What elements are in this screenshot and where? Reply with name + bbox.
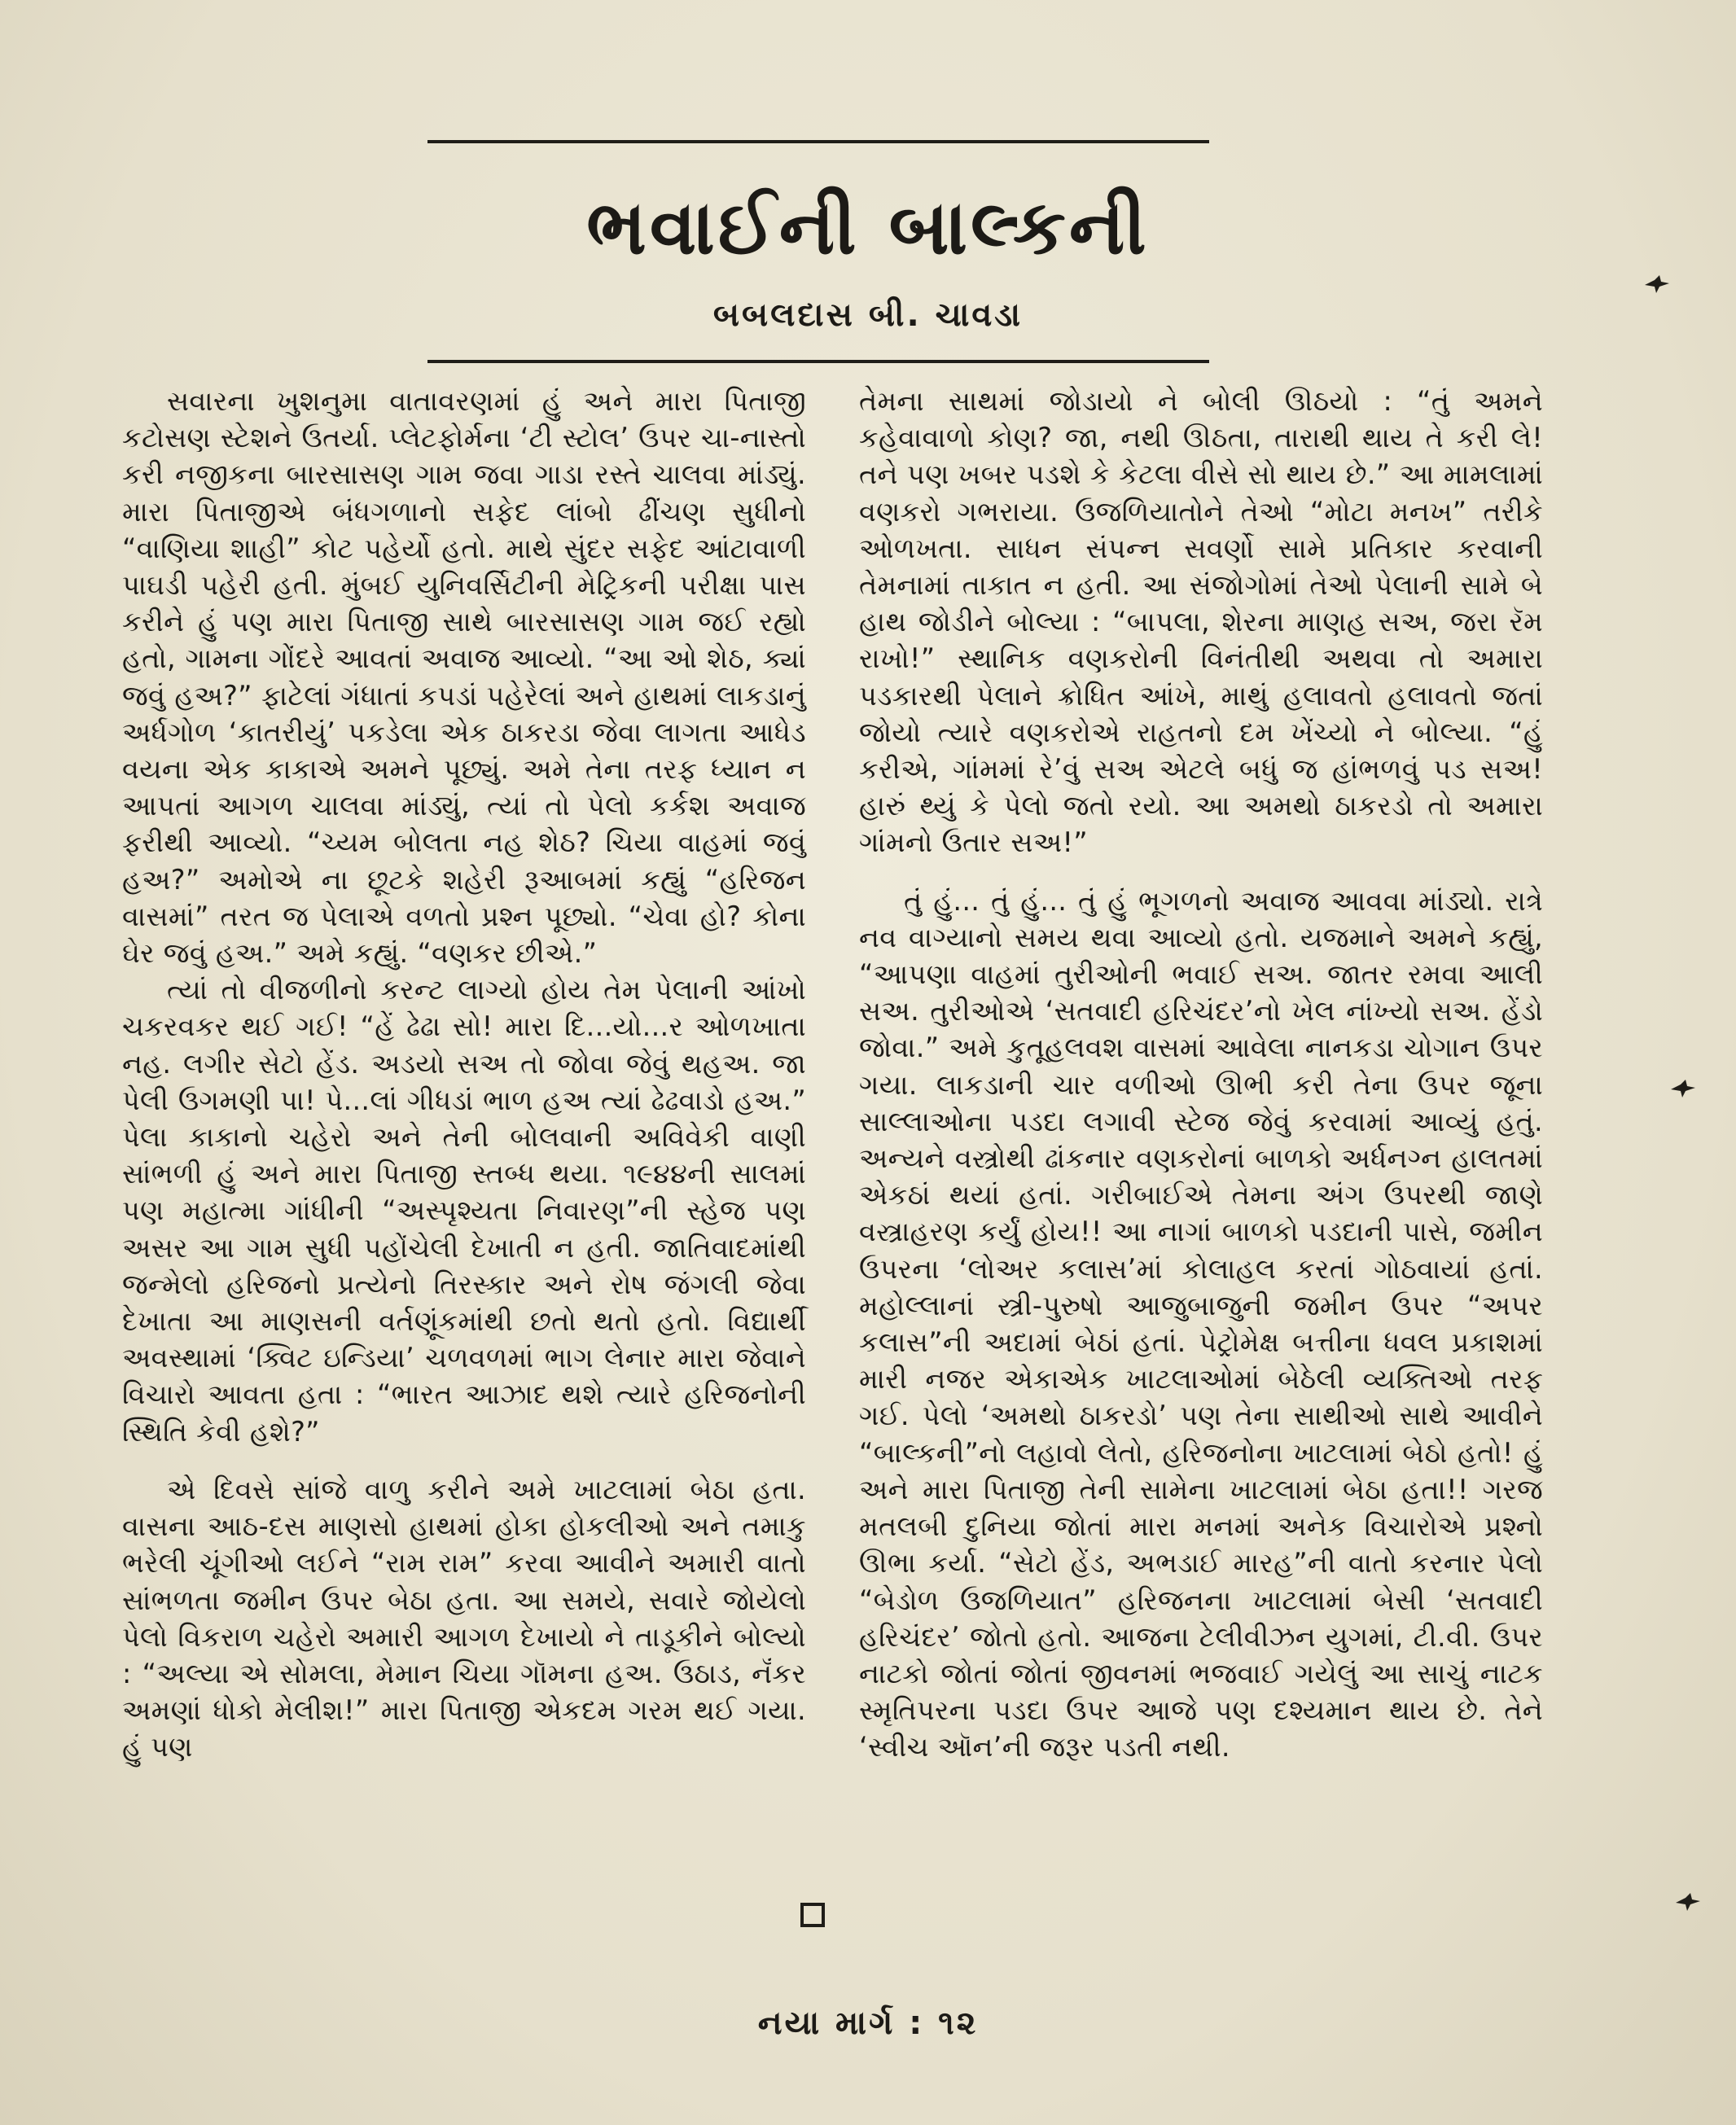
bird-ornament-icon xyxy=(1643,274,1671,295)
title-top-rule xyxy=(427,140,1209,143)
author-byline: બબલદાસ બી. ચાવડા xyxy=(712,296,1024,334)
article-paragraph: તેમના સાથમાં જોડાયો ને બોલી ઊઠયો : “તું અમને કહેવાવાળો કોણ? જા, નથી ઊઠતા, તારાથી થાય તે કરી લે! તને પણ ખબર પડશે કે કેટલા વીસે સો થાય છે.” આ મામલામાં વણકરો ગભરાયા. ઉજળિયાતોને તેઓ “મોટા મનખ” તરીકે ઓળખતા. સાધન સંપન્ન સવર્ણો સામે પ્રતિકાર કરવાની તેમનામાં તાકાત ન હતી. આ સંજોગોમાં તેઓ પેલાની સામે બે હાથ જોડીને બોલ્યા : “બાપલા, શેરના માણહ સઅ, જરા રૅમ રાખો!” સ્થાનિક વણકરોની વિનંતીથી અથવા તો અમારા પડકારથી પેલાને ક્રોધિત આંખે, માથું હલાવતો હલાવતો જતાં જોયો ત્યારે વણકરોએ રાહતનો દમ ખેંચ્યો ને બોલ્યા. “હું કરીએ, ગાંમમાં રે’વું સઅ એટલે બધું જ હાંભળવું પડ સઅ! હારું થ્યું કે પેલો જતો રયો. આ અમથો ઠાકરડો તો અમારા ગાંમનો ઉતાર સઅ!” xyxy=(859,385,1543,859)
bird-ornament-icon xyxy=(1674,1893,1702,1914)
title-bottom-rule xyxy=(427,360,1209,363)
article-column-left xyxy=(122,383,806,1766)
bird-ornament-icon xyxy=(1669,1080,1697,1101)
article-title: ભવાઈની બાલ્કની xyxy=(586,184,1150,271)
article-paragraph: તું હું... તું હું... તું હું ભૂગળનો અવાજ આવવા માંડ્યો. રાત્રે નવ વાગ્યાનો સમય થવા આવ્યો હતો. યજમાને અમને કહ્યું, “આપણા વાહમાં તુરીઓની ભવાઈ સઅ. જાતર રમવા આલી સઅ. તુરીઓએ ‘સતવાદી હરિચંદર’નો ખેલ નાંખ્યો સઅ. હેંડો જોવા.” અમે કુતૂહલવશ વાસમાં આવેલા નાનકડા ચોગાન ઉપર ગયા. લાકડાની ચાર વળીઓ ઊભી કરી તેના ઉપર જૂના સાલ્લાઓના પડદા લગાવી સ્ટેજ જેવું કરવામાં આવ્યું હતું. અન્યને વસ્ત્રોથી ઢાંકનાર વણકરોનાં બાળકો અર્ધનગ્ન હાલતમાં એકઠાં થયાં હતાં. ગરીબાઈએ તેમના અંગ ઉપરથી જાણે વસ્ત્રાહરણ કર્યું હોય!! આ નાગાં બાળકો પડદાની પાસે, જમીન ઉપરના ‘લોઅર કલાસ’માં કોલાહલ કરતાં ગોઠવાયાં હતાં. મહોલ્લાનાં સ્ત્રી-પુરુષો આજુબાજુની જમીન ઉપર “અપર કલાસ”ની અદામાં બેઠાં હતાં. પેટ્રોમેક્ષ બત્તીના ધવલ પ્રકાશમાં મારી નજર એકાએક ખાટલાઓમાં બેઠેલી વ્યક્તિઓ તરફ ગઈ. પેલો ‘અમથો ઠાકરડો’ પણ તેના સાથીઓ સાથે આવીને “બાલ્કની”નો લહાવો લેતો, હરિજનોના ખાટલામાં બેઠો હતો! હું અને મારા પિતાજી તેની સામેના ખાટલામાં બેઠા હતા!! ગરજ મતલબી દુનિયા જોતાં મારા મનમાં અનેક વિચારોએ પ્રશ્નો ઊભા કર્યા. “સેટો હેંડ, અભડાઈ મારહ”ની વાતો કરનાર પેલો “બેડોળ ઉજળિયાત” હરિજનના ખાટલામાં બેસી ‘સતવાદી હરિચંદર’ જોતો હતો. આજના ટેલીવીઝન યુગમાં, ટી.વી. ઉપર નાટકો જોતાં જોતાં જીવનમાં ભજવાઈ ગયેલું આ સાચું નાટક સ્મૃતિપરના પડદા ઉપર આજે પણ દશ્યમાન થાય છે. તેને ‘સ્વીચ ઑન’ની જરૂર પડતી નથી. xyxy=(859,884,1543,1764)
article-end-mark xyxy=(800,1903,825,1927)
page-footer: નયા માર્ગ : ૧૨ xyxy=(757,2005,979,2042)
article-paragraph: ત્યાં તો વીજળીનો કરન્ટ લાગ્યો હોય તેમ પેલાની આંખો ચકરવકર થઈ ગઈ! “હેં ઢેઢા સો! મારા દિ...યો...ર ઓળખાતા નહ. લગીર સેટો હેંડ. અડયો સઅ તો જોવા જેવું થહઅ. જા પેલી ઉગમણી પા! પે...લાં ગીધડાં ભાળ હઅ ત્યાં ઢેઢવાડો હઅ.” પેલા કાકાનો ચહેરો અને તેની બોલવાની અવિવેકી વાણી સાંભળી હું અને મારા પિતાજી સ્તબ્ધ થયા. ૧૯૪૪ની સાલમાં પણ મહાત્મા ગાંધીની “અસ્પૃશ્યતા નિવારણ”ની સ્હેજ પણ અસર આ ગામ સુધી પહોંચેલી દેખાતી ન હતી. જાતિવાદમાંથી જન્મેલો હરિજનો પ્રત્યેનો તિરસ્કાર અને રોષ જંગલી જેવા દેખાતા આ માણસની વર્તણૂંકમાંથી છતો થતો હતો. વિદ્યાર્થી અવસ્થામાં ‘ક્વિટ ઇન્ડિયા’ ચળવળમાં ભાગ લેનાર મારા જેવાને વિચારો આવતા હતા : “ભારત આઝાદ થશે ત્યારે હરિજનોની સ્થિતિ કેવી હશે?” xyxy=(122,974,806,1448)
article-paragraph: સવારના ખુશનુમા વાતાવરણમાં હું અને મારા પિતાજી કટોસણ સ્ટેશને ઉતર્યા. પ્લેટફોર્મના ‘ટી સ્ટોલ’ ઉપર ચા-નાસ્તો કરી નજીકના બારસાસણ ગામ જવા ગાડા રસ્તે ચાલવા માંડ્યું. મારા પિતાજીએ બંધગળાનો સફેદ લાંબો ઢીંચણ સુધીનો “વાણિયા શાહી” કોટ પહેર્યો હતો. માથે સુંદર સફેદ આંટાવાળી પાઘડી પહેરી હતી. મુંબઈ યુનિવર્સિટીની મેટ્રિકની પરીક્ષા પાસ કરીને હું પણ મારા પિતાજી સાથે બારસાસણ ગામ જઈ રહ્યો હતો, ગામના ગોંદરે આવતાં અવાજ આવ્યો. “આ ઓ શેઠ, ક્યાં જવું હઅ?” ફાટેલાં ગંધાતાં કપડાં પહેરેલાં અને હાથમાં લાકડાનું અર્ધગોળ ‘કાતરીયું’ પકડેલા એક ઠાકરડા જેવા લાગતા આધેડ વયના એક કાકાએ અમને પૂછ્યું. અમે તેના તરફ ધ્યાન ન આપતાં આગળ ચાલવા માંડ્યું, ત્યાં તો પેલો કર્કશ અવાજ ફરીથી આવ્યો. “ચ્યમ બોલતા નહ શેઠ? ચિયા વાહમાં જવું હઅ?” અમોએ ના છૂટકે શહેરી રૂઆબમાં કહ્યું “હરિજન વાસમાં” તરત જ પેલાએ વળતો પ્રશ્ન પૂછ્યો. “ચેવા હો? કોના ઘેર જવું હઅ.” અમે કહ્યું. “વણકર છીએ.” xyxy=(122,385,806,970)
article-column-right xyxy=(859,383,1543,1766)
article-paragraph: એ દિવસે સાંજે વાળુ કરીને અમે ખાટલામાં બેઠા હતા. વાસના આઠ-દસ માણસો હાથમાં હોકા હોકલીઓ અને તમાકુ ભરેલી ચૂંગીઓ લઈને “રામ રામ” કરવા આવીને અમારી વાતો સાંભળતા જમીન ઉપર બેઠા હતા. આ સમયે, સવારે જોયેલો પેલો વિકરાળ ચહેરો અમારી આગળ દેખાયો ને તાડૂકીને બોલ્યો : “અલ્યા એ સોમલા, મેમાન ચિયા ગૉમના હઅ. ઉઠાડ, નૅંકર અમણાં ધોકો મેલીશ!” મારા પિતાજી એકદમ ગરમ થઈ ગયા. હું પણ xyxy=(122,1473,806,1764)
